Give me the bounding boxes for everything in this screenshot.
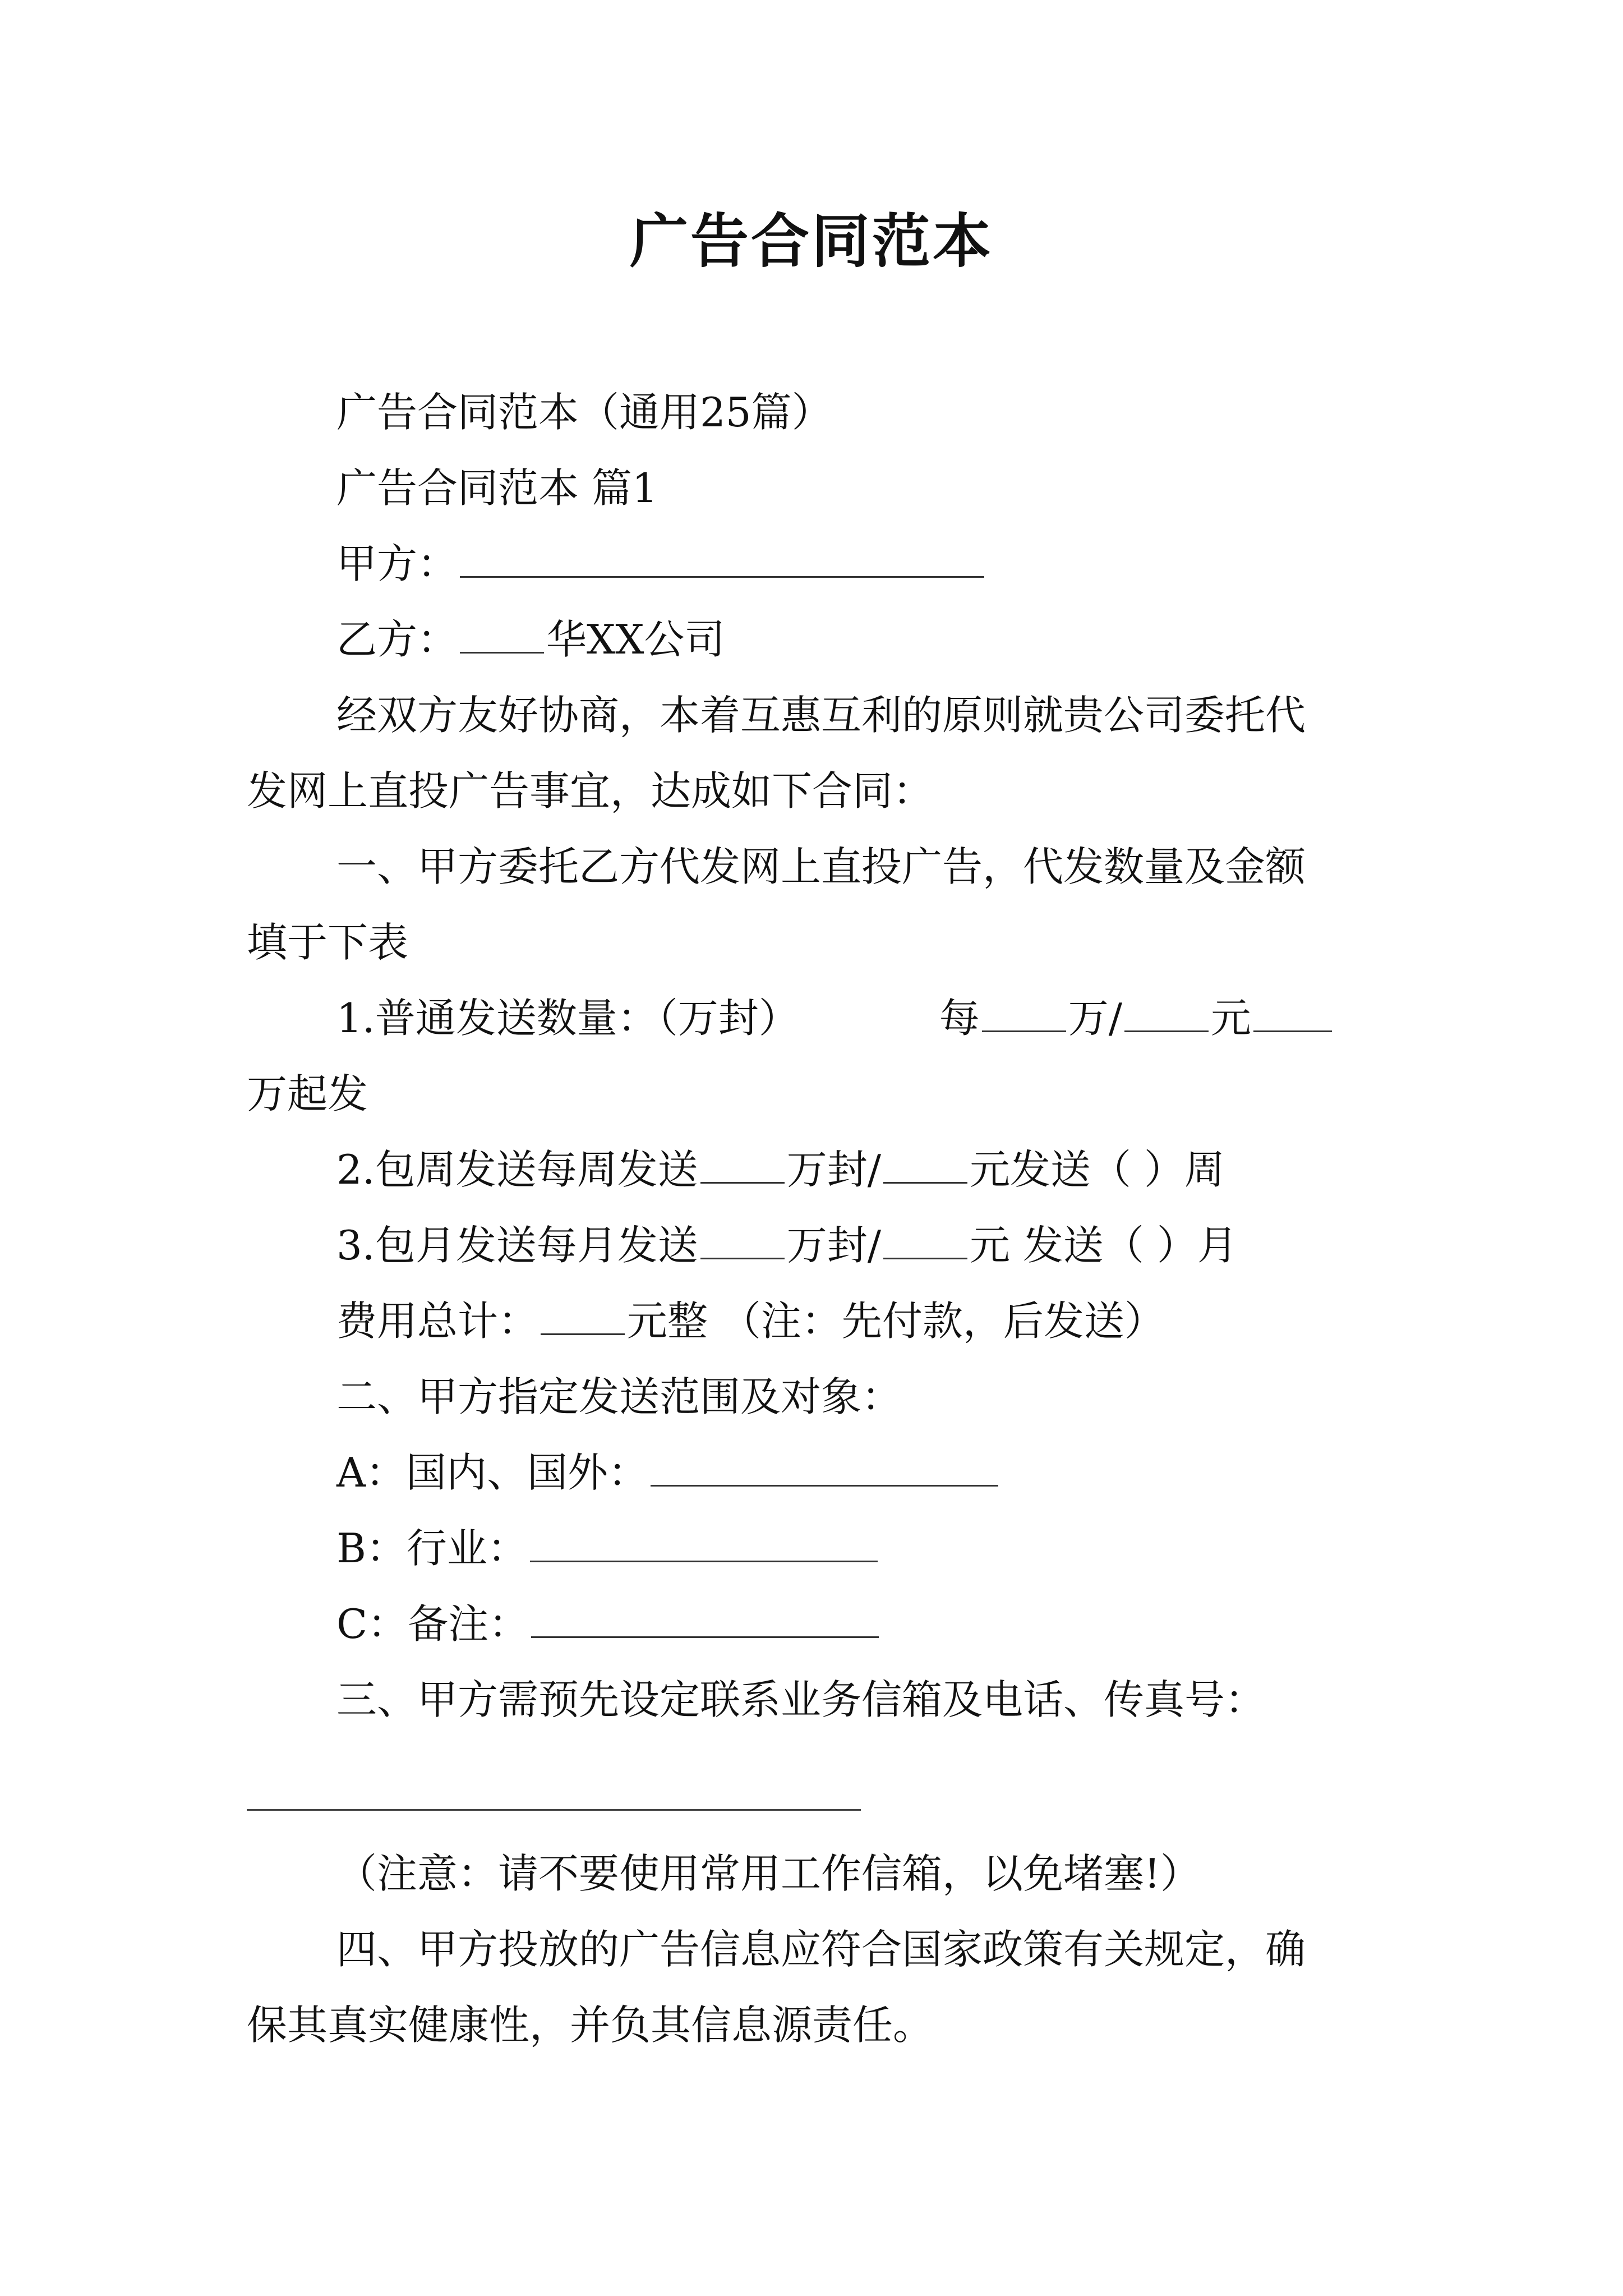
item1-cont: 万起发 [247,1070,368,1117]
item1-every: 每 [939,995,980,1042]
item3-label: 3.包月发送每月发送 [336,1222,698,1269]
clause3-blank-line [247,1809,861,1811]
item1-blank-wan [982,992,1066,1032]
party-b-blank [460,614,544,654]
total-rest: 元整 （注：先付款，后发送） [627,1297,1165,1345]
clause3-heading: 三、甲方需预先设定联系业务信箱及电话、传真号： [336,1676,1266,1723]
clause4-line1: 四、甲方投放的广告信息应符合国家政策有关规定，确 [336,1926,1306,1973]
item1-wan: 万/ [1068,995,1122,1042]
item3-blank-wan [700,1220,785,1259]
party-a-label: 甲方： [336,540,458,587]
item2-line [336,1139,1486,1200]
section-heading: 广告合同范本 篇1 [336,464,658,512]
clause2-a-blank [651,1447,998,1487]
item1-yuan: 元 [1210,995,1251,1042]
notice-line: （注意：请不要使用常用工作信箱，以免堵塞!） [336,1850,1201,1897]
item1-blank-min [1253,992,1332,1032]
item1-blank-yuan [1124,992,1209,1032]
party-a-line [336,533,1486,595]
total-blank [541,1295,625,1335]
party-b-label: 乙方： [336,616,458,663]
clause2-b-blank [530,1522,878,1562]
party-a-blank [460,538,984,578]
item3-blank-yuan [883,1220,967,1259]
clause2-a-label: A：国内、国外： [336,1449,648,1496]
clause1-line2: 填于下表 [247,919,409,966]
clause2-a-line [336,1442,1486,1503]
clause4-line2: 保其真实健康性，并负其信息源责任。 [247,2001,934,2049]
item3-rest: 元 发送（ ）月 [969,1222,1238,1269]
item2-wan: 万封/ [786,1146,881,1193]
item2-blank-yuan [883,1144,967,1184]
intro-paragraph-line1: 经双方友好协商，本着互惠互利的原则就贵公司委托代 [336,692,1306,739]
party-b-value: 华XX公司 [546,616,725,663]
party-b-line [336,609,1486,670]
document-title: 广告合同范本 [629,206,993,275]
item2-label: 2.包周发送每周发送 [336,1146,698,1193]
total-label: 费用总计： [336,1297,539,1345]
total-line [336,1290,1486,1352]
clause2-c-line [336,1593,1486,1655]
item1-line [336,987,1486,1049]
clause1-line1: 一、甲方委托乙方代发网上直投广告，代发数量及金额 [336,843,1306,890]
clause2-c-blank [531,1598,879,1638]
clause2-c-label: C：备注： [336,1600,529,1648]
clause2-heading: 二、甲方指定发送范围及对象： [336,1373,902,1420]
clause2-b-line [336,1517,1486,1579]
subtitle: 广告合同范本（通用25篇） [336,389,832,436]
item3-wan: 万封/ [786,1222,881,1269]
intro-paragraph-line2: 发网上直投广告事宜，达成如下合同： [247,767,934,815]
item3-line [336,1214,1486,1276]
item2-blank-wan [700,1144,785,1184]
clause2-b-label: B：行业： [336,1525,528,1572]
item2-rest: 元发送（ ）周 [969,1146,1225,1193]
item1-label: 1.普通发送数量：（万封） [336,995,799,1042]
